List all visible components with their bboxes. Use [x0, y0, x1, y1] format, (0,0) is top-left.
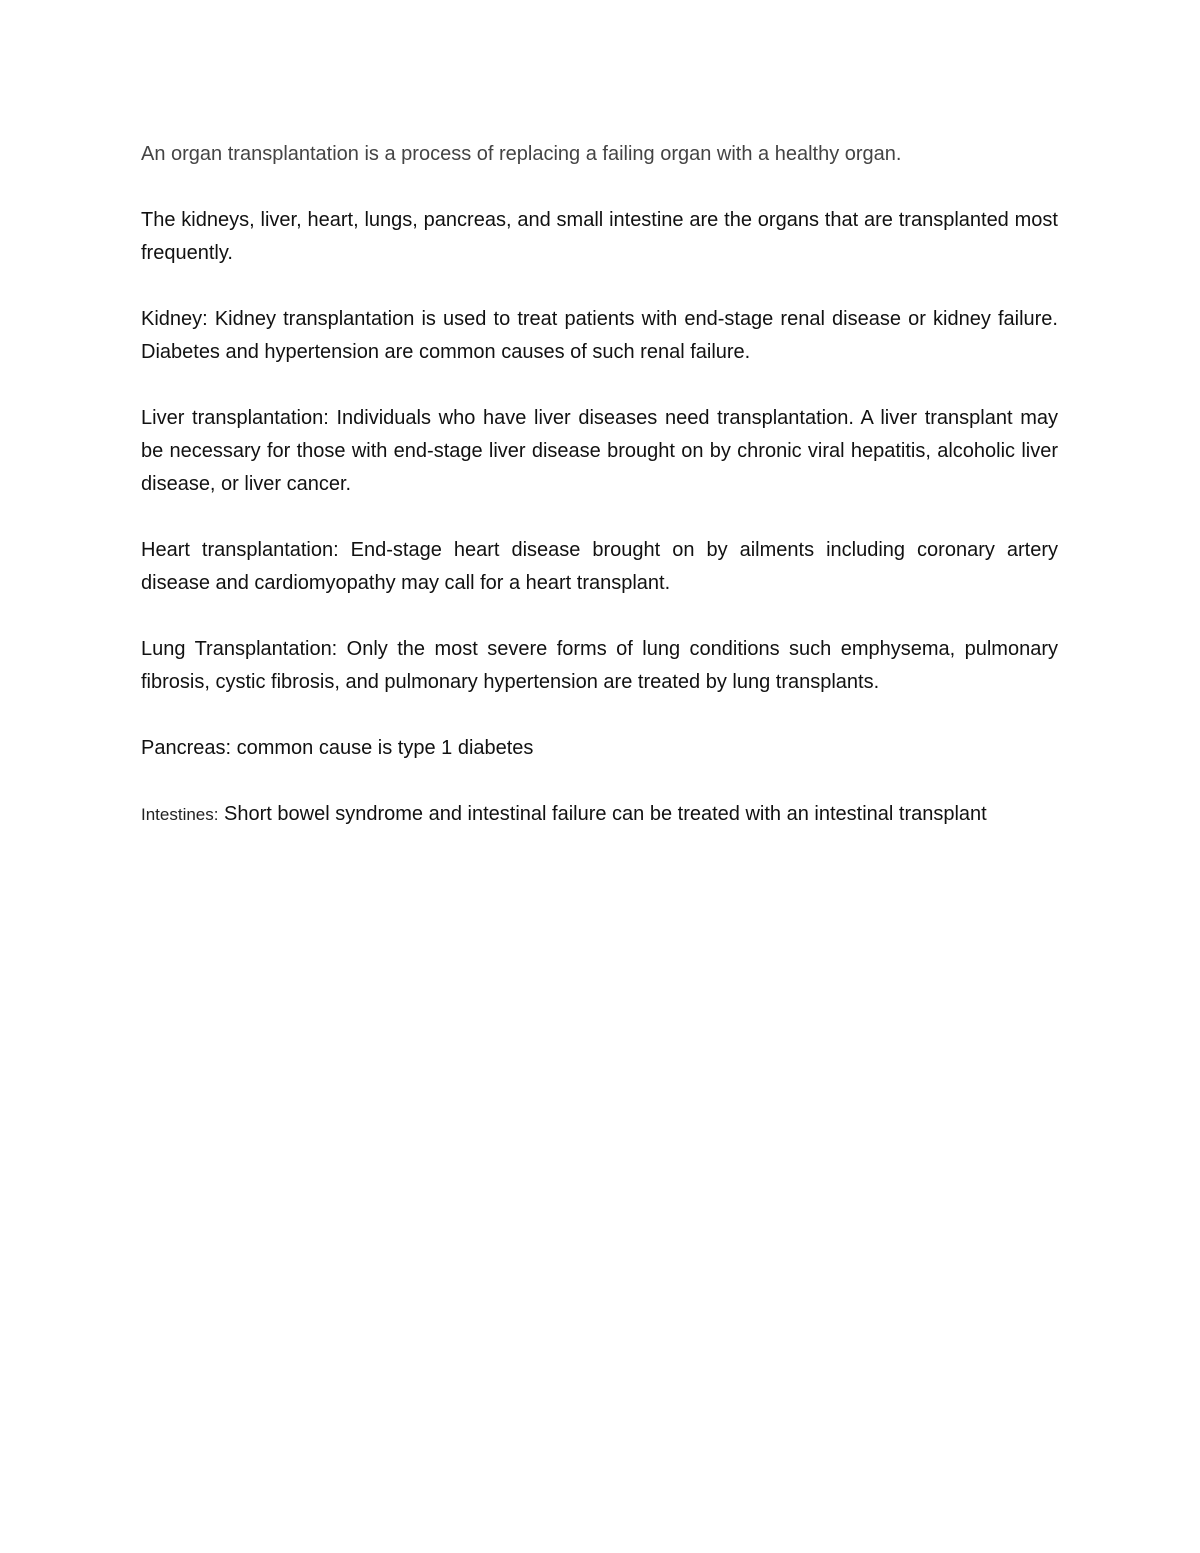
paragraph-organs: The kidneys, liver, heart, lungs, pancreas, and small intestine are the organs that are transplanted most frequently.	[141, 209, 1058, 264]
paragraph-intro: An organ transplantation is a process of replacing a failing organ with a healthy organ.	[141, 143, 902, 165]
paragraph-heart: Heart transplantation: End-stage heart disease brought on by ailments including coronary artery disease and cardiomyopathy may call for a heart transplant.	[141, 539, 1058, 594]
paragraph-intestines	[141, 798, 1058, 831]
intestines-label: Intestines:	[141, 805, 219, 824]
document-body	[141, 138, 1058, 864]
paragraph-kidney: Kidney: Kidney transplantation is used to treat patients with end-stage renal disease or kidney failure. Diabetes and hypertension are common causes of such renal failure.	[141, 308, 1058, 363]
paragraph-liver: Liver transplantation: Individuals who have liver diseases need transplantation. A liver transplant may be necessary for those with end-stage liver disease brought on by chronic viral hepatitis, alcoholic liver disease, or liver cancer.	[141, 407, 1058, 495]
paragraph-lung: Lung Transplantation: Only the most severe forms of lung conditions such emphysema, pulmonary fibrosis, cystic fibrosis, and pulmonary hypertension are treated by lung transplants.	[141, 638, 1058, 693]
intestines-text: Short bowel syndrome and intestinal failure can be treated with an intestinal transplant	[218, 803, 987, 825]
paragraph-pancreas: Pancreas: common cause is type 1 diabetes	[141, 737, 534, 759]
